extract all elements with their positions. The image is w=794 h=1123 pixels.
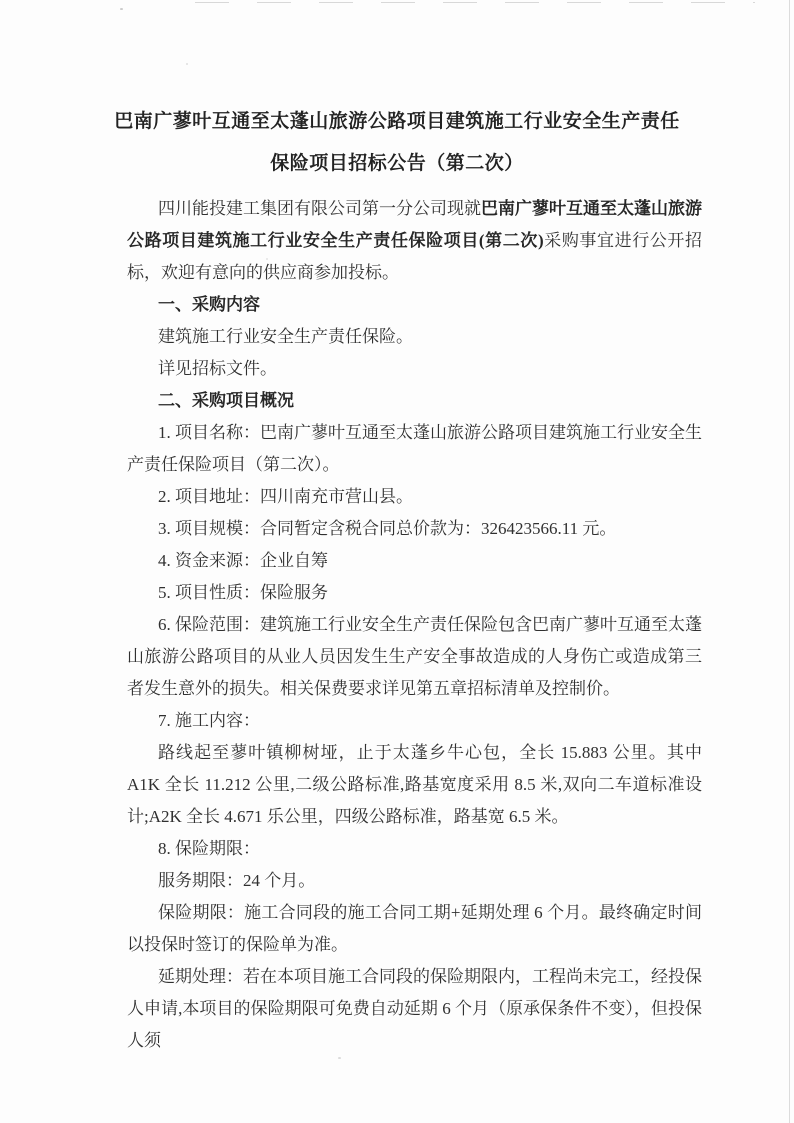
text-segment: 延期处理：若在本项目施工合同段的保险期限内，工程尚未完工，经投保人申请,本项目的保险期限可免费自动延期 6 个月（原承保条件不变），但投保人须	[127, 967, 702, 1050]
document-title-line: 巴南广蓼叶互通至太蓬山旅游公路项目建筑施工行业安全生产责任	[114, 111, 680, 132]
document-body	[127, 193, 702, 1057]
text-segment: 3. 项目规模：合同暂定含税合同总价款为：326423566.11 元。	[158, 519, 617, 538]
paragraph	[127, 513, 702, 545]
text-segment: 8. 保险期限：	[158, 839, 260, 858]
paragraph	[127, 353, 702, 385]
paragraph	[127, 705, 702, 737]
scan-speck	[266, 258, 268, 260]
scan-speck	[186, 63, 188, 65]
paragraph	[127, 545, 702, 577]
scan-top-edge-line	[195, 2, 755, 3]
bold-text-segment: 巴南广蓼叶互通至太蓬山旅游公路项目建筑施工行业安全生产责任保险项目(第二次)	[127, 199, 702, 250]
scan-right-edge-line	[789, 0, 790, 1123]
text-segment: 6. 保险范围：建筑施工行业安全生产责任保险包含巴南广蓼叶互通至太蓬山旅游公路项目的从业人员因发生生产安全事故造成的人身伤亡或造成第三者发生意外的损失。相关保费要求详见第五章招标清单及控制价。	[127, 615, 702, 698]
text-segment: 建筑施工行业安全生产责任保险。	[158, 327, 413, 346]
text-segment: 详见招标文件。	[158, 359, 277, 378]
text-segment: 5. 项目性质：保险服务	[158, 583, 328, 602]
document-title	[60, 101, 734, 185]
document-title-line: 保险项目招标公告（第二次）	[270, 153, 524, 174]
text-segment: 采购事宜进行公开招标，欢迎有意向的供应商参加投标。	[127, 231, 703, 282]
paragraph	[127, 481, 702, 513]
text-segment: 服务期限：24 个月。	[158, 871, 316, 890]
text-segment: 保险期限：施工合同段的施工合同工期+延期处理 6 个月。最终确定时间以投保时签订的保险单为准。	[127, 903, 702, 954]
paragraph	[127, 577, 702, 609]
scan-speck	[120, 8, 123, 10]
paragraph	[127, 961, 702, 1057]
paragraph	[127, 737, 702, 833]
text-segment: 四川能投建工集团有限公司第一分公司现就	[158, 199, 481, 218]
bold-text-segment: 二、采购项目概况	[158, 391, 294, 410]
section-heading	[127, 289, 702, 321]
bold-text-segment: 一、采购内容	[158, 295, 260, 314]
text-segment: 路线起至蓼叶镇柳树垭，止于太蓬乡牛心包，全长 15.883 公里。其中 A1K 全长 11.212 公里,二级公路标准,路基宽度采用 8.5 米,双向二车道标准设计;A2K 全长 4.671 乐公里，四级公路标准，路基宽 6.5 米。	[127, 743, 702, 826]
text-segment: 2. 项目地址：四川南充市营山县。	[158, 487, 413, 506]
paragraph	[127, 193, 702, 289]
text-segment: 1. 项目名称：巴南广蓼叶互通至太蓬山旅游公路项目建筑施工行业安全生产责任保险项目（第二次）。	[127, 423, 702, 474]
scan-speck	[338, 1057, 341, 1059]
text-segment: 4. 资金来源：企业自筹	[158, 551, 328, 570]
text-segment: 7. 施工内容：	[158, 711, 260, 730]
paragraph	[127, 897, 702, 961]
paragraph	[127, 417, 702, 481]
paragraph	[127, 609, 702, 705]
section-heading	[127, 385, 702, 417]
paragraph	[127, 321, 702, 353]
paragraph	[127, 833, 702, 865]
paragraph	[127, 865, 702, 897]
